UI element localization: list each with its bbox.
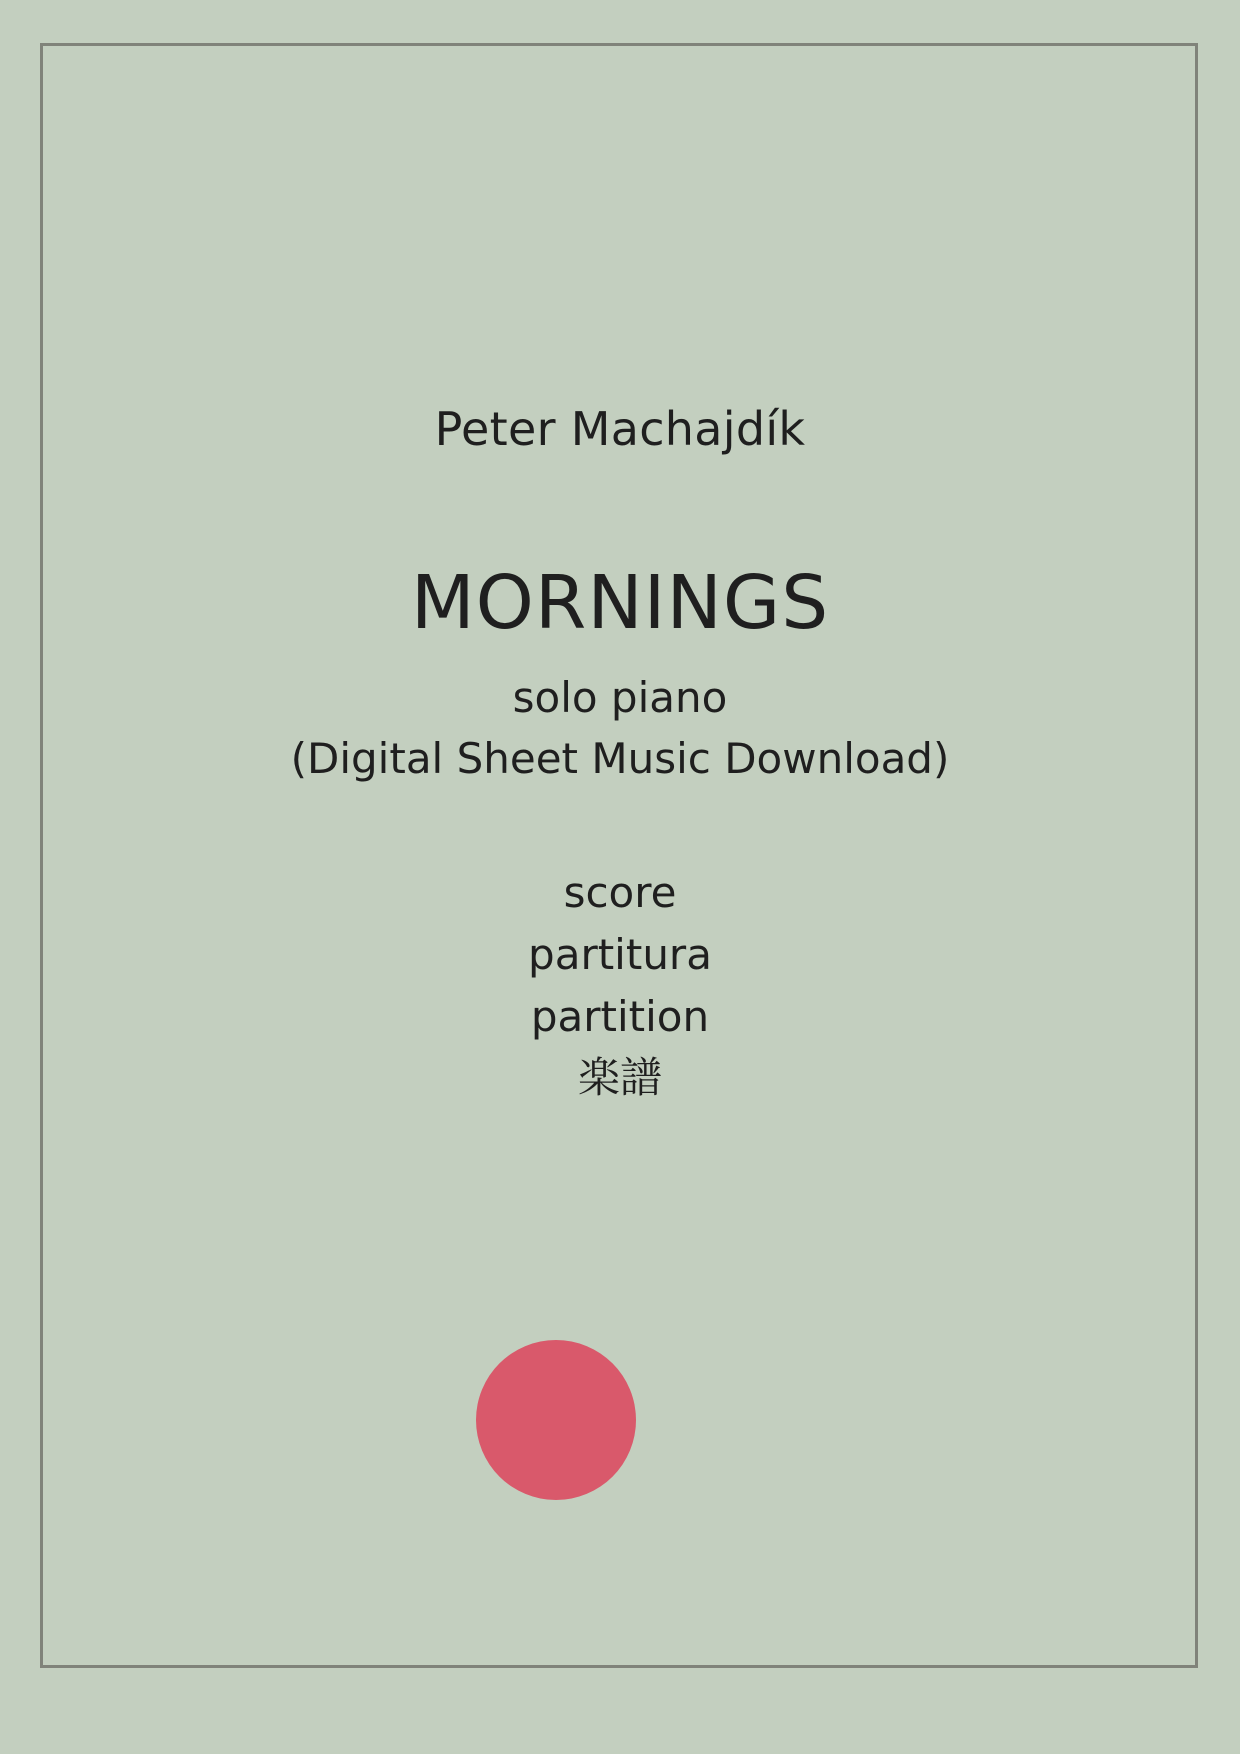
composer-name: Peter Machajdík xyxy=(434,402,806,456)
score-word-english: score xyxy=(563,868,677,918)
red-circle-mark xyxy=(476,1340,636,1500)
score-word-french: partition xyxy=(530,991,710,1041)
page-title: MORNINGS xyxy=(410,559,830,646)
score-word-italian: partitura xyxy=(528,929,712,979)
subtitle-format: (Digital Sheet Music Download) xyxy=(290,734,950,784)
subtitle-instrumentation: solo piano xyxy=(512,673,728,723)
subtitle-block xyxy=(291,668,950,790)
score-translations-block xyxy=(528,862,712,1109)
score-word-japanese: 楽譜 xyxy=(577,1053,662,1103)
